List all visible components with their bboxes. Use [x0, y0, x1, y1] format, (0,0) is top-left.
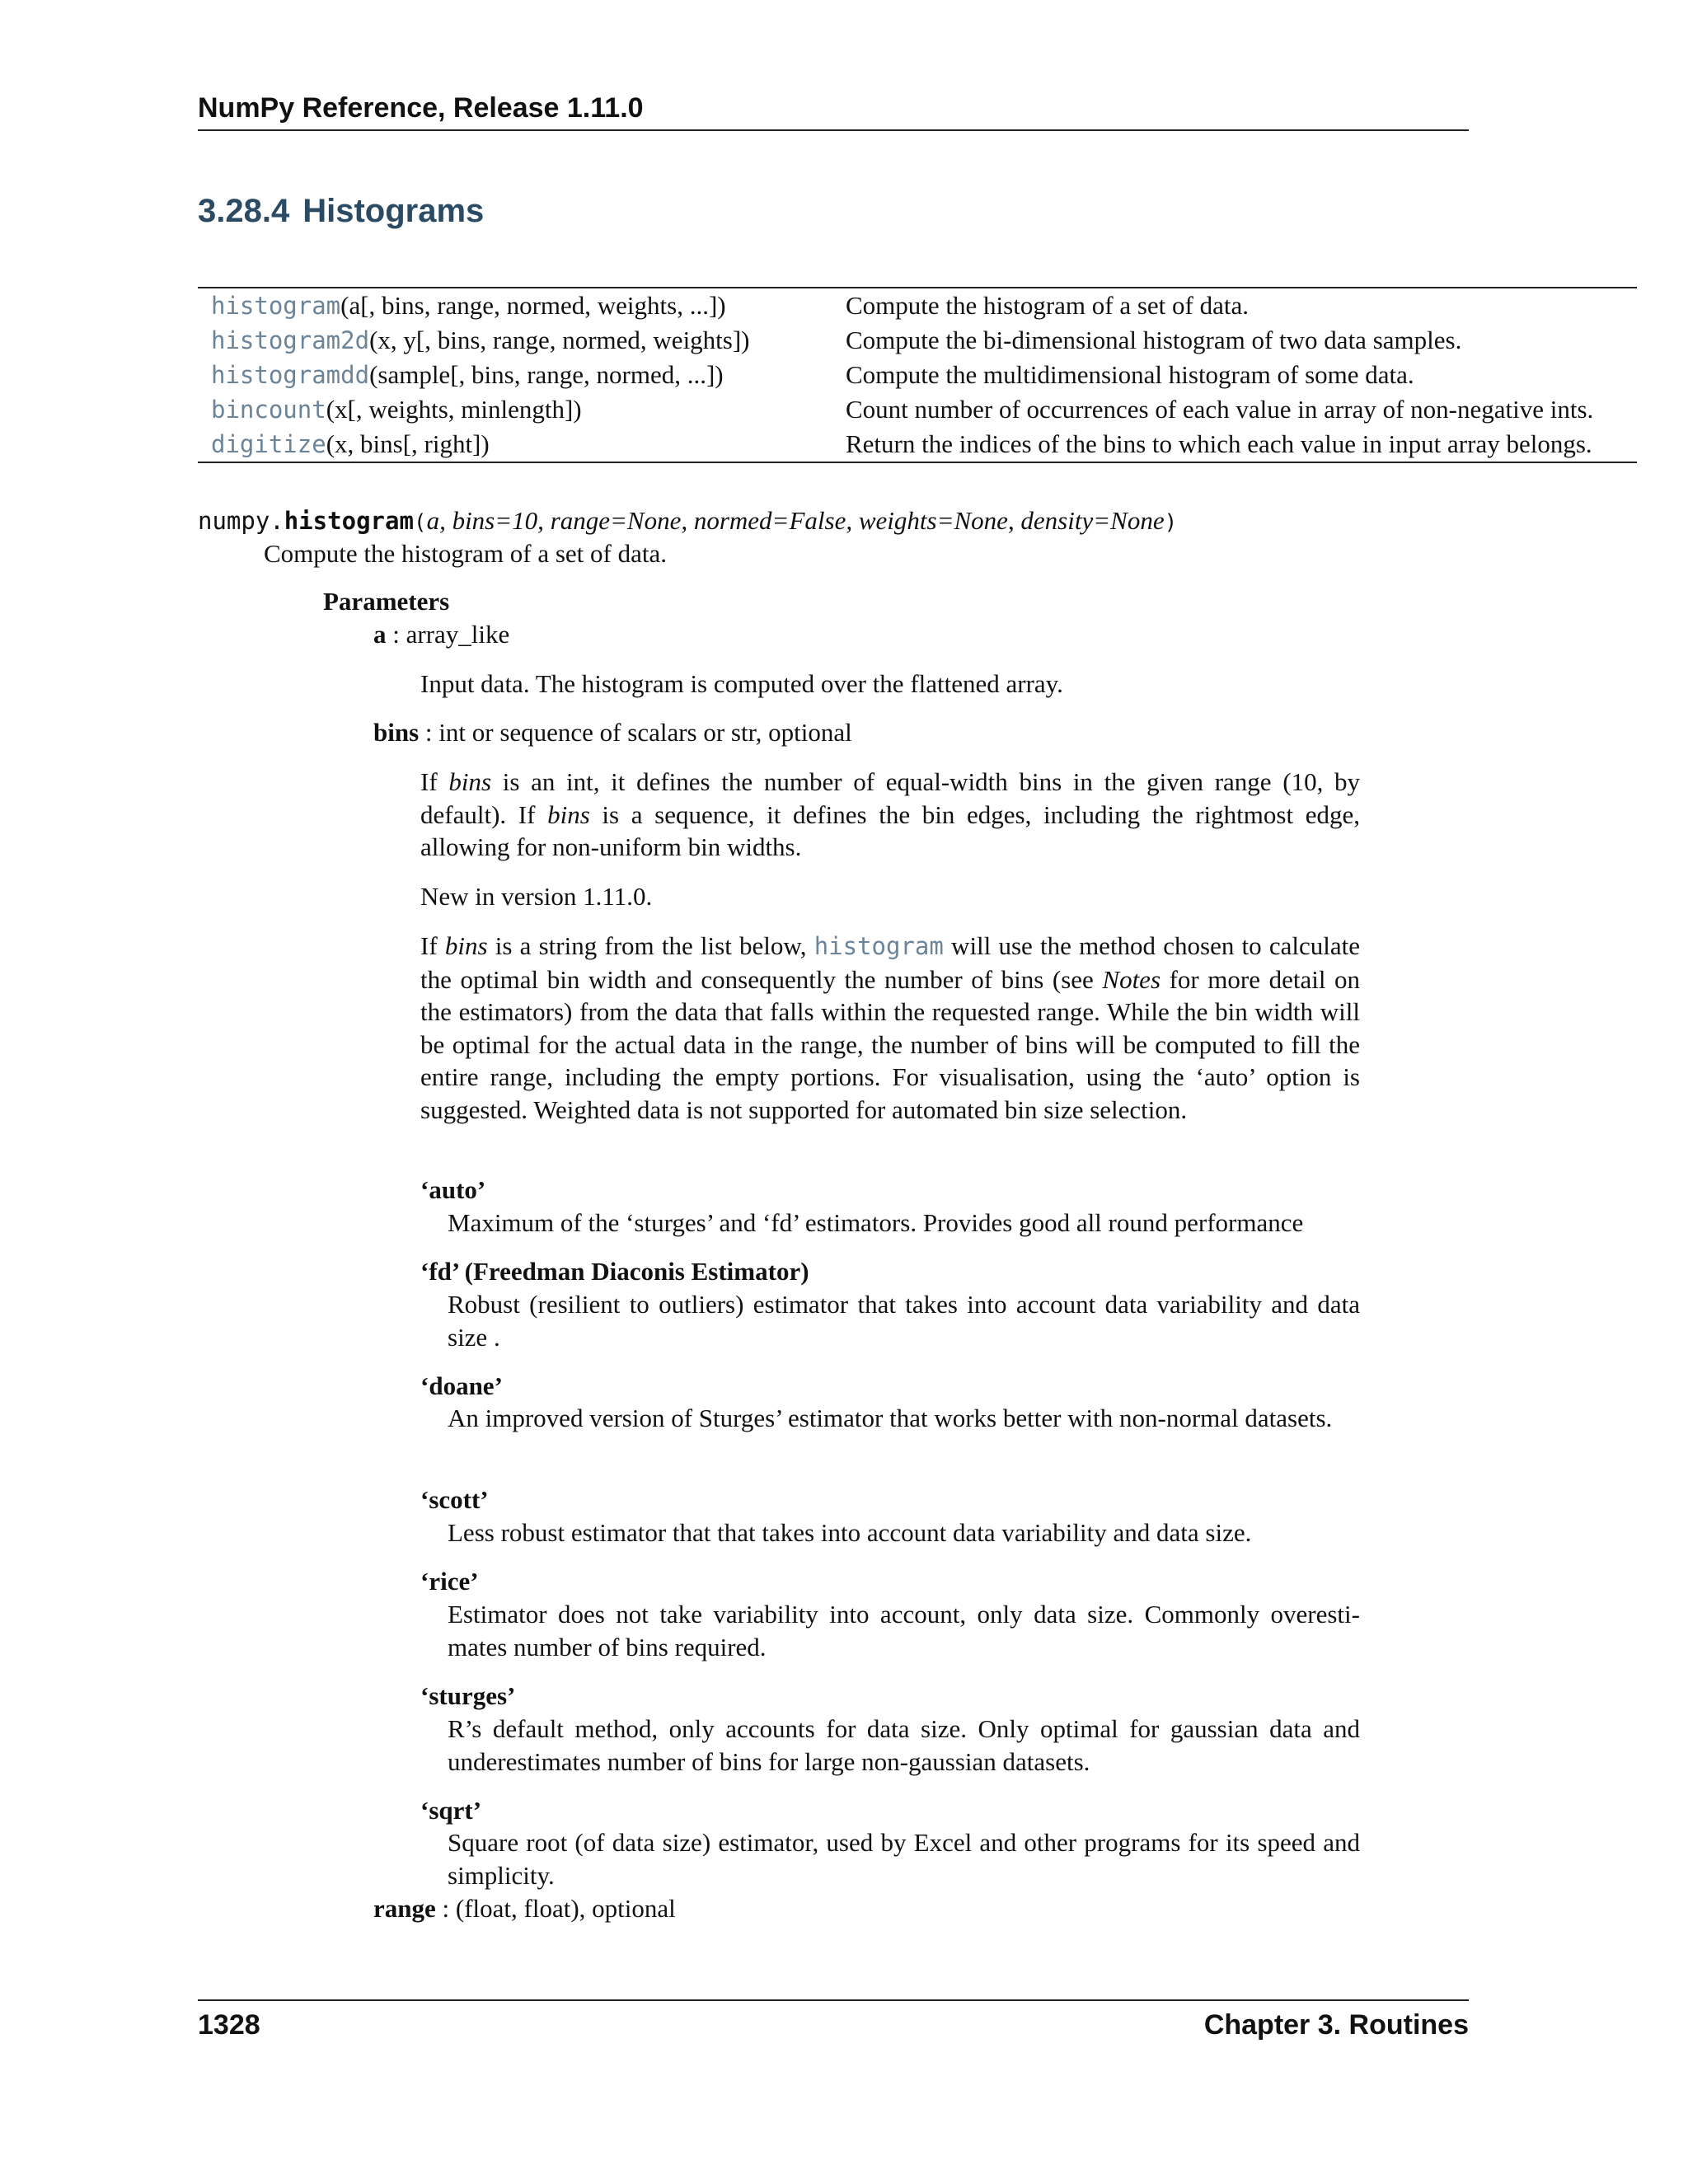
param-range-name: range: [373, 1894, 436, 1923]
estimator-name: ‘auto’: [420, 1175, 486, 1204]
histogram2d-link[interactable]: histogram2d: [211, 326, 370, 354]
running-header: [198, 92, 1469, 131]
histogramdd-link[interactable]: histogramdd: [211, 361, 370, 389]
param-range-type: : (float, float), optional: [435, 1894, 676, 1923]
routines-summary-table: [198, 287, 1637, 463]
page-number: 1328: [198, 2009, 260, 2041]
param-range-head: [373, 1892, 676, 1925]
estimator-name: ‘fd’ (Freedman Diaconis Estimator): [420, 1257, 809, 1286]
table-row: [198, 392, 1637, 427]
routine-description: Count number of occurrences of each value in array of non-negative ints.: [846, 395, 1594, 424]
estimator-name: ‘sturges’: [420, 1681, 516, 1710]
estimator-desc: Robust (resilient to outliers) estimator that takes into account data variability and data size .: [448, 1290, 1360, 1352]
section-heading: Histograms: [302, 193, 485, 229]
section-number: 3.28.4: [198, 193, 290, 229]
signature-args: (x, y[, bins, range, normed, weights]): [369, 326, 750, 354]
estimator-name: ‘scott’: [420, 1485, 489, 1514]
function-signature: [198, 506, 1177, 536]
chapter-title: Chapter 3. Routines: [1203, 2009, 1469, 2041]
function-args: a, bins=10, range=None, normed=False, weights=None, density=None: [426, 506, 1165, 535]
param-a-name: a: [373, 620, 387, 649]
running-footer: [198, 1999, 1469, 2041]
table-row: [198, 358, 1637, 392]
signature-args: (a[, bins, range, normed, weights, ...]): [340, 291, 726, 320]
section-title: [198, 193, 484, 230]
param-bins-paragraph-2: New in version 1.11.0.: [420, 882, 653, 911]
estimator-name: ‘rice’: [420, 1567, 479, 1596]
table-row: [198, 427, 1637, 462]
param-a-head: [373, 618, 509, 651]
estimator-name: ‘doane’: [420, 1371, 503, 1400]
open-paren: (: [413, 510, 427, 535]
param-bins-type: : int or sequence of scalars or str, optional: [419, 718, 852, 747]
estimator-desc: R’s default method, only accounts for data size. Only optimal for gaussian data and underestimates number of bins for large non-gaussian datasets.: [448, 1714, 1360, 1776]
routine-description: Return the indices of the bins to which each value in input array belongs.: [846, 429, 1592, 458]
routine-description: Compute the bi-dimensional histogram of two data samples.: [846, 326, 1462, 354]
estimator-name: ‘sqrt’: [420, 1796, 482, 1825]
histogram-link[interactable]: histogram: [211, 292, 341, 320]
routine-description: Compute the multidimensional histogram of some data.: [846, 360, 1414, 389]
bincount-link[interactable]: bincount: [211, 396, 326, 424]
function-module: numpy.: [198, 507, 284, 535]
param-a-desc: Input data. The histogram is computed over the flattened array.: [420, 669, 1063, 698]
parameters-label: Parameters: [323, 587, 450, 616]
signature-args: (sample[, bins, range, normed, ...]): [369, 360, 724, 389]
routine-description: Compute the histogram of a set of data.: [846, 291, 1249, 320]
estimator-desc: Maximum of the ‘sturges’ and ‘fd’ estimators. Provides good all round performance: [448, 1208, 1304, 1237]
signature-args: (x, bins[, right]): [326, 429, 490, 458]
table-row: [198, 323, 1637, 358]
header-title: NumPy Reference, Release 1.11.0: [198, 92, 644, 124]
estimator-desc: Less robust estimator that that takes into account data variability and data size.: [448, 1518, 1252, 1547]
signature-args: (x[, weights, minlength]): [326, 395, 582, 424]
estimator-desc: Estimator does not take variability into account, only data size. Commonly overesti-mates number of bins required.: [448, 1600, 1360, 1661]
estimator-desc: Square root (of data size) estimator, used by Excel and other programs for its speed and simplicity.: [448, 1828, 1360, 1890]
function-name: histogram: [284, 507, 414, 535]
param-bins-head: [373, 716, 852, 749]
digitize-link[interactable]: digitize: [211, 430, 326, 458]
histogram-inline-link[interactable]: histogram: [814, 932, 944, 960]
close-paren: ): [1164, 510, 1178, 535]
param-bins-paragraph-3: If bins is a string from the list below, histogram will use the method chosen to calculate the optimal bin width and consequently the number of bins (see Notes for more detail on the estimators) from the data that falls within the requested range. While the bin width will be optimal for the actual data in the range, the number of bins will be computed to fill the entire range, including the empty portions. For visualisation, using the ‘auto’ option is suggested. Weighted data is not supported for automated bin size selection.: [420, 931, 1360, 1124]
function-summary: Compute the histogram of a set of data.: [264, 539, 667, 568]
param-bins-paragraph-1: If bins is an int, it defines the number of equal-width bins in the given range (10, by default). If bins is a sequence, it defines the bin edges, including the rightmost edge, allowing for non-uniform bin widths.: [420, 767, 1361, 861]
estimator-desc: An improved version of Sturges’ estimator that works better with non-normal datasets.: [448, 1404, 1333, 1432]
param-bins-name: bins: [373, 718, 420, 747]
table-row: [198, 288, 1637, 323]
param-a-type: : array_like: [386, 620, 510, 649]
